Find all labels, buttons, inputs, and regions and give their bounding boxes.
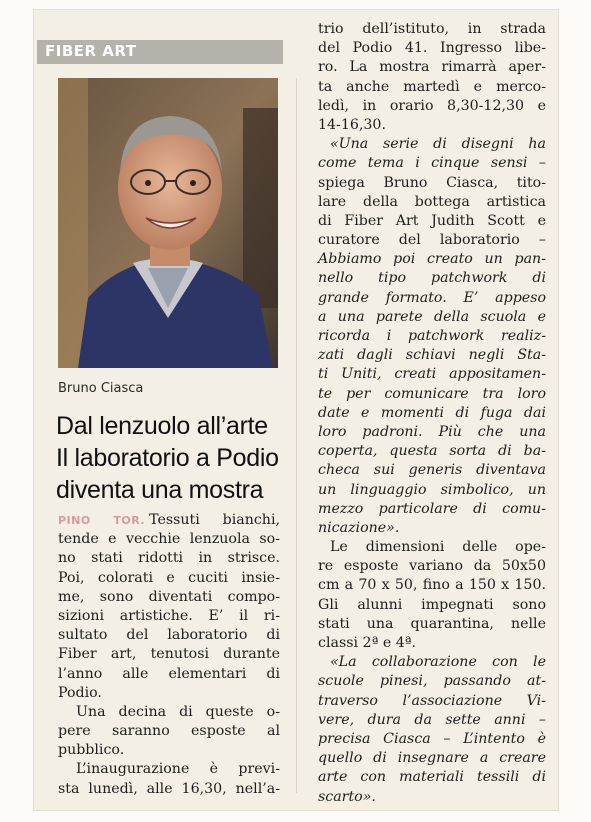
text-line: di Fiber Art Judith Scott e <box>318 212 546 229</box>
text-line: arte con materiali tessili di <box>318 769 546 786</box>
text-line: sta lunedì, alle 16,30, nell’a- <box>58 780 280 797</box>
text-line: mezzo particolare di comu- <box>318 500 546 517</box>
headline-line: Il laboratorio a Podio <box>56 444 279 472</box>
text-line: Podio. <box>58 684 102 701</box>
text-line: Abbiamo poi creato un pan- <box>318 251 546 268</box>
text-line: del Podio 41. Ingresso libe- <box>318 40 546 57</box>
headline-line: Dal lenzuolo all’arte <box>56 412 268 440</box>
text-line: ta anche martedì e merco- <box>318 78 546 95</box>
text-line: pere saranno esposte al <box>58 723 280 740</box>
text-line: a una parete della scuola e <box>318 308 546 325</box>
text-line: classi 2ª e 4ª. <box>318 635 417 651</box>
portrait-photo <box>58 78 278 368</box>
article-column-2 <box>318 20 546 807</box>
text-line: sultato del laboratorio di <box>58 627 280 644</box>
text-line: traverso l’associazione Vi- <box>318 692 546 709</box>
text-line: ro. La mostra rimarrà aper- <box>318 59 546 76</box>
text-line: no stati ridotti in strisce. <box>58 550 280 567</box>
text-line: pubblico. <box>58 742 125 759</box>
text-line: l’anno alle elementari di <box>58 665 280 682</box>
text-line: L’inaugurazione è previ- <box>76 761 280 778</box>
text-line: re esposte variano da 50x50 <box>318 558 546 575</box>
text-line: cm a 70 x 50, fino a 150 x 150. <box>318 577 546 594</box>
text-line: nello tipo patchwork di <box>318 270 546 287</box>
section-label: FIBER ART <box>45 42 137 60</box>
text-line: ti Uniti, creati appositamen- <box>318 366 546 383</box>
text-line: Fiber art, tenutosi durante <box>58 646 280 663</box>
text-line: quello di insegnare a creare <box>318 750 546 767</box>
text-line: sizioni artistiche. E’ il ri- <box>58 607 280 624</box>
text-line: ledì, in orario 8,30-12,30 e <box>318 97 546 114</box>
column-divider <box>296 78 297 793</box>
text-line: vere, dura da sette anni – <box>318 711 546 728</box>
text-line: un linguaggio simbolico, un <box>318 481 546 498</box>
text-line: curatore del laboratorio – <box>318 232 546 249</box>
article-column-1 <box>58 511 280 799</box>
text-line: te per comunicare tra loro <box>318 385 546 402</box>
text-line: precisa Ciasca – L’intento è <box>318 730 546 747</box>
text-line: scuole pinesi, passando at- <box>318 673 546 690</box>
text-line: «Una serie di disegni ha <box>330 136 546 153</box>
text-line: tende e vecchie lenzuola so- <box>58 531 280 548</box>
text-line: zati dagli schiavi negli Sta- <box>318 347 546 364</box>
text-line: grande formato. E’ appeso <box>318 289 546 306</box>
text-line: trio dell’istituto, in strada <box>318 21 546 37</box>
text-line: lare della bottega artistica <box>318 193 546 210</box>
text-line: come tema i cinque sensi – <box>318 155 546 172</box>
text-line: Le dimensioni delle ope- <box>330 539 546 556</box>
text-line: stati una quarantina, nelle <box>318 615 546 632</box>
text-line: scarto». <box>318 788 376 805</box>
text-line: loro padroni. Più che una <box>318 423 546 440</box>
headline-line: diventa una mostra <box>56 476 264 504</box>
text-line: me, sono diventati compo- <box>58 588 280 605</box>
text-line: Poi, colorati e cuciti insie- <box>58 569 280 586</box>
photo-caption: Bruno Ciasca <box>58 381 144 396</box>
text-line: nicazione». <box>318 519 400 536</box>
text-line: ricorda i patchwork realiz- <box>318 328 546 344</box>
text-line: Gli alunni impegnati sono <box>318 596 546 613</box>
text-line: «La collaborazione con le <box>330 654 546 671</box>
byline: PINO TOR. <box>58 514 146 527</box>
text-line: coperta, questa sorta di ba- <box>318 443 546 460</box>
text-line: date e momenti di fuga dai <box>318 404 546 421</box>
text-line: 14-16,30. <box>318 116 386 133</box>
text-line: Una decina di queste o- <box>76 703 280 720</box>
text-line: PINO TOR. Tessuti bianchi, <box>58 512 280 528</box>
text-line: spiega Bruno Ciasca, tito- <box>318 174 546 191</box>
headline <box>56 410 286 506</box>
text-line: checa sui generis diventava <box>318 462 546 479</box>
